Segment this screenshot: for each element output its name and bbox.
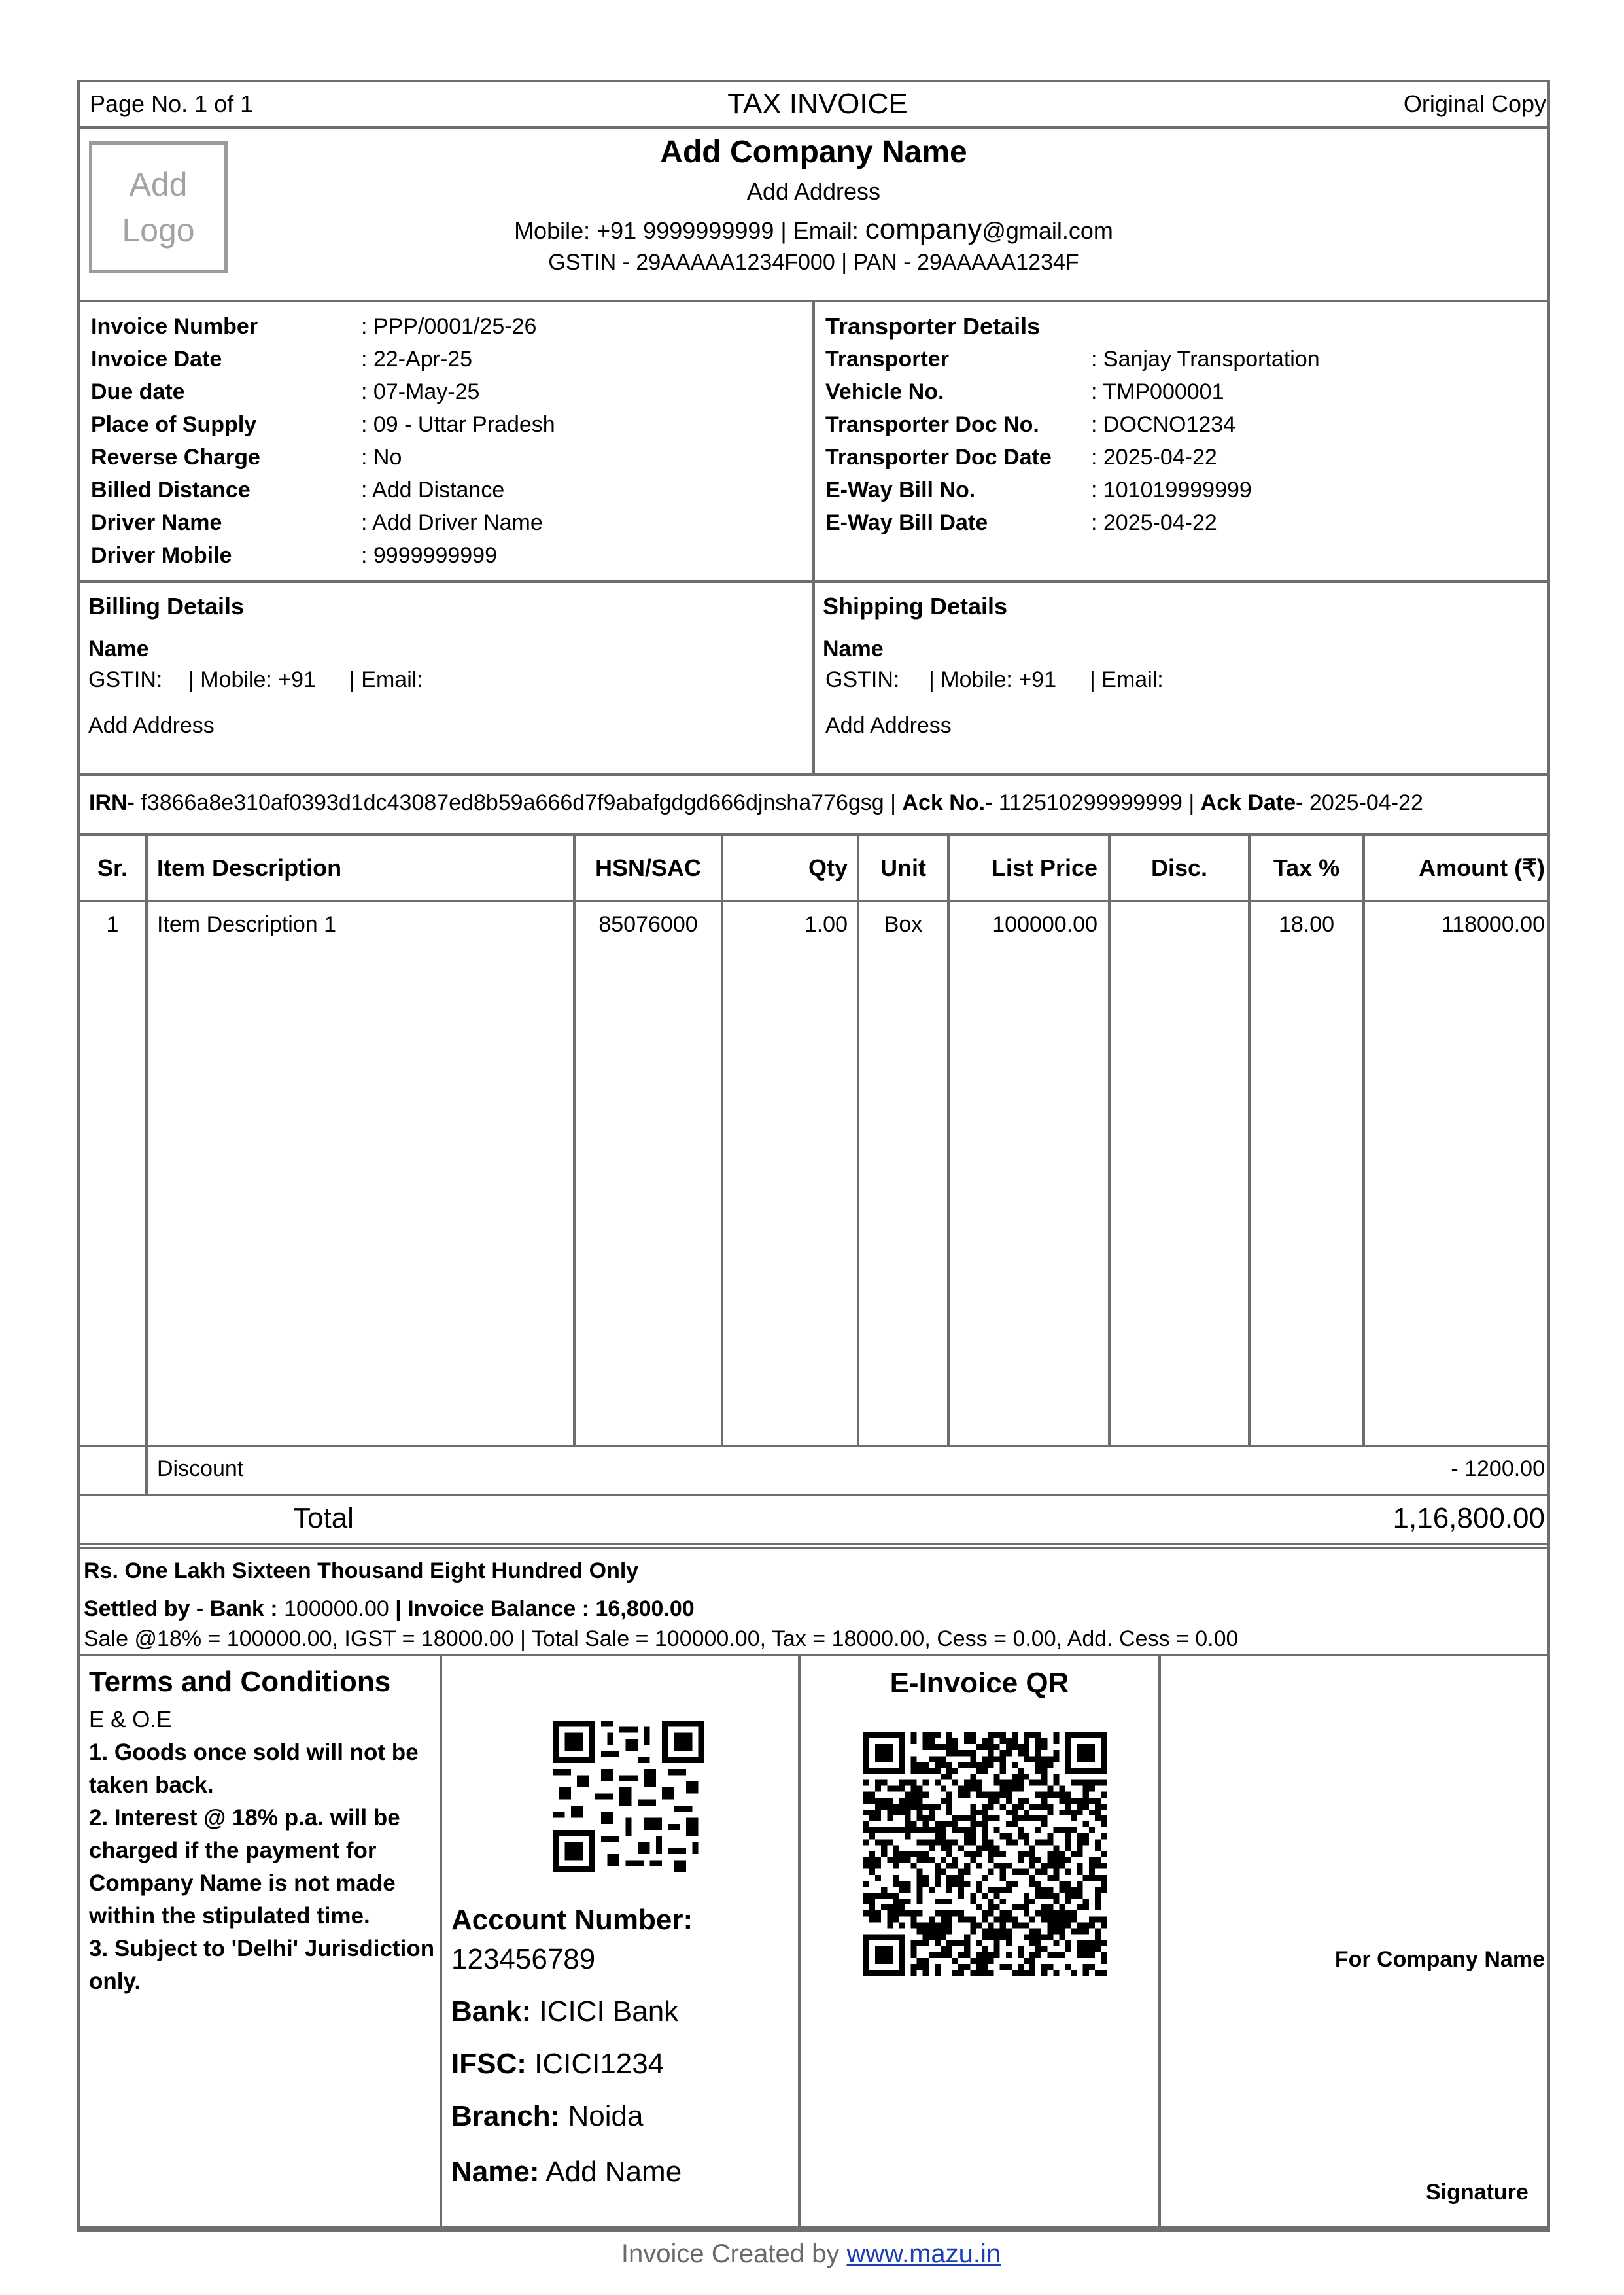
copy-type: Original Copy bbox=[1403, 90, 1546, 117]
invoice-number-label: Invoice Number bbox=[91, 314, 258, 339]
ack-date-label: Ack Date- bbox=[1200, 790, 1304, 815]
account-number-label: Account Number: bbox=[451, 1904, 693, 1936]
irn-separator-1: | bbox=[884, 790, 903, 815]
irn-line bbox=[89, 790, 1423, 816]
for-company-name: For Company Name bbox=[1334, 1947, 1545, 1972]
place-of-supply-label: Place of Supply bbox=[91, 412, 257, 437]
vehicle-no-label: Vehicle No. bbox=[825, 379, 944, 404]
discount-label: Discount bbox=[157, 1456, 244, 1481]
col-unit: Unit bbox=[880, 854, 926, 881]
billing-email: | Email: bbox=[349, 667, 423, 692]
transporter-doc-date-label: Transporter Doc Date bbox=[825, 445, 1052, 470]
footer-credit bbox=[458, 2239, 1164, 2269]
shipping-mobile: | Mobile: +91 bbox=[929, 667, 1057, 692]
billed-distance-label: Billed Distance bbox=[91, 478, 251, 502]
einvoice-qr-code bbox=[863, 1732, 1107, 1976]
terms-heading: Terms and Conditions bbox=[89, 1666, 391, 1698]
driver-mobile-value: : 9999999999 bbox=[361, 543, 497, 568]
terms-item-2: 2. Interest @ 18% p.a. will be charged if the payment for Company Name is not made within the stipulated time. bbox=[89, 1805, 400, 1929]
eway-bill-no-label: E-Way Bill No. bbox=[825, 478, 976, 502]
branch-value: Noida bbox=[560, 2100, 644, 2132]
company-name: Add Company Name bbox=[660, 135, 967, 169]
transporter-value: : Sanjay Transportation bbox=[1091, 347, 1320, 372]
billing-mobile: | Mobile: +91 bbox=[188, 667, 317, 692]
driver-mobile-label: Driver Mobile bbox=[91, 543, 232, 568]
shipping-address: Add Address bbox=[825, 713, 952, 738]
cell-tax-percent: 18.00 bbox=[1278, 912, 1335, 937]
col-list-price: List Price bbox=[991, 854, 1097, 881]
terms-item-1: 1. Goods once sold will not be taken back. bbox=[89, 1740, 419, 1798]
shipping-email: | Email: bbox=[1090, 667, 1164, 692]
terms-item-3: 3. Subject to 'Delhi' Jurisdiction only. bbox=[89, 1936, 435, 1994]
billing-heading: Billing Details bbox=[88, 593, 245, 620]
footer-created-by: Invoice Created by bbox=[621, 2239, 847, 2268]
total-value: 1,16,800.00 bbox=[1392, 1502, 1545, 1534]
transporter-label: Transporter bbox=[825, 347, 949, 372]
col-disc: Disc. bbox=[1150, 854, 1208, 881]
ifsc-line bbox=[451, 2048, 664, 2081]
reverse-charge-value: : No bbox=[361, 445, 402, 470]
amount-in-words: Rs. One Lakh Sixteen Thousand Eight Hundred Only bbox=[84, 1558, 639, 1583]
shipping-name: Name bbox=[823, 637, 884, 661]
branch-line bbox=[451, 2100, 643, 2133]
col-qty: Qty bbox=[808, 854, 848, 881]
transporter-doc-no-label: Transporter Doc No. bbox=[825, 412, 1039, 437]
invoice-date-label: Invoice Date bbox=[91, 347, 222, 372]
company-contact-prefix: Mobile: +91 9999999999 | Email: bbox=[514, 217, 865, 244]
invoice-number-value: : PPP/0001/25-26 bbox=[361, 314, 537, 339]
bank-label: Bank: bbox=[451, 1995, 532, 2027]
terms-eoe: E & O.E bbox=[89, 1707, 172, 1732]
company-email-user: company bbox=[865, 213, 982, 245]
ack-no-value: 112510299999999 bbox=[992, 790, 1183, 815]
invoice-balance: | Invoice Balance : 16,800.00 bbox=[389, 1596, 695, 1621]
billed-distance-value: : Add Distance bbox=[361, 478, 505, 502]
billing-address: Add Address bbox=[88, 713, 215, 738]
account-number-value: 123456789 bbox=[451, 1943, 596, 1975]
ifsc-value: ICICI1234 bbox=[526, 2048, 665, 2080]
payment-qr-code bbox=[553, 1721, 704, 1872]
shipping-gstin: GSTIN: bbox=[825, 667, 900, 692]
due-date-label: Due date bbox=[91, 379, 185, 404]
einvoice-qr-heading: E-Invoice QR bbox=[890, 1667, 1069, 1699]
company-email-domain: @gmail.com bbox=[982, 217, 1113, 244]
col-sr: Sr. bbox=[97, 854, 128, 881]
cell-amount: 118000.00 bbox=[1441, 912, 1545, 937]
eway-bill-date-value: : 2025-04-22 bbox=[1091, 510, 1217, 535]
account-name-line bbox=[451, 2156, 682, 2189]
footer-link[interactable]: www.mazu.in bbox=[846, 2239, 1001, 2268]
driver-name-value: : Add Driver Name bbox=[361, 510, 543, 535]
cell-sr: 1 bbox=[106, 912, 119, 937]
shipping-heading: Shipping Details bbox=[823, 593, 1008, 620]
settled-label: Settled by - Bank : bbox=[84, 1596, 285, 1621]
ifsc-label: IFSC: bbox=[451, 2048, 527, 2080]
signature-label: Signature bbox=[1426, 2180, 1529, 2205]
billing-gstin: GSTIN: bbox=[88, 667, 163, 692]
discount-value: - 1200.00 bbox=[1451, 1456, 1545, 1481]
document-title: TAX INVOICE bbox=[727, 88, 908, 120]
irn-label: IRN- bbox=[89, 790, 135, 815]
invoice-date-value: : 22-Apr-25 bbox=[361, 347, 473, 372]
account-name-value: Add Name bbox=[539, 2156, 682, 2188]
branch-label: Branch: bbox=[451, 2100, 561, 2132]
eway-bill-no-value: : 101019999999 bbox=[1091, 478, 1252, 502]
transporter-doc-no-value: : DOCNO1234 bbox=[1091, 412, 1236, 437]
col-hsn-sac: HSN/SAC bbox=[595, 854, 702, 881]
bank-value: ICICI Bank bbox=[531, 1995, 679, 2027]
driver-name-label: Driver Name bbox=[91, 510, 222, 535]
bank-name-line bbox=[451, 1995, 678, 2029]
irn-separator-2: | bbox=[1182, 790, 1201, 815]
einvoice-qr-graphic bbox=[863, 1732, 1107, 1976]
logo-text-line-1: Add bbox=[129, 166, 188, 203]
col-item-description: Item Description bbox=[157, 854, 342, 881]
company-tax-ids: GSTIN - 29AAAAA1234F000 | PAN - 29AAAAA1234F bbox=[548, 250, 1079, 275]
settlement-line bbox=[84, 1596, 695, 1622]
tax-summary: Sale @18% = 100000.00, IGST = 18000.00 | Total Sale = 100000.00, Tax = 18000.00, Cess = 0.00, Add. Cess = 0.00 bbox=[84, 1626, 1239, 1651]
logo-text-line-2: Logo bbox=[122, 212, 195, 249]
transporter-heading: Transporter Details bbox=[825, 313, 1041, 340]
settled-value: 100000.00 bbox=[284, 1596, 389, 1621]
ack-date-value: 2025-04-22 bbox=[1303, 790, 1423, 815]
account-name-label: Name: bbox=[451, 2156, 540, 2188]
billing-name: Name bbox=[88, 637, 149, 661]
company-address: Add Address bbox=[746, 178, 881, 205]
total-label: Total bbox=[293, 1502, 354, 1534]
due-date-value: : 07-May-25 bbox=[361, 379, 480, 404]
terms-list bbox=[89, 1704, 436, 1998]
cell-list-price: 100000.00 bbox=[992, 912, 1097, 937]
payment-qr-graphic bbox=[553, 1721, 704, 1872]
reverse-charge-label: Reverse Charge bbox=[91, 445, 260, 470]
page-number: Page No. 1 of 1 bbox=[90, 90, 254, 117]
cell-hsn-sac: 85076000 bbox=[598, 912, 698, 937]
col-amount: Amount (₹) bbox=[1419, 854, 1545, 881]
cell-qty: 1.00 bbox=[804, 912, 848, 937]
cell-item-description: Item Description 1 bbox=[157, 912, 336, 937]
vehicle-no-value: : TMP000001 bbox=[1091, 379, 1224, 404]
irn-value: f3866a8e310af0393d1dc43087ed8b59a666d7f9abafgdgd666djnsha776gsg bbox=[134, 790, 884, 815]
company-logo-placeholder[interactable] bbox=[89, 141, 228, 273]
eway-bill-date-label: E-Way Bill Date bbox=[825, 510, 988, 535]
cell-unit: Box bbox=[884, 912, 923, 937]
place-of-supply-value: : 09 - Uttar Pradesh bbox=[361, 412, 555, 437]
ack-no-label: Ack No.- bbox=[902, 790, 993, 815]
company-contact bbox=[356, 213, 1271, 247]
col-tax-percent: Tax % bbox=[1273, 854, 1340, 881]
transporter-doc-date-value: : 2025-04-22 bbox=[1091, 445, 1217, 470]
